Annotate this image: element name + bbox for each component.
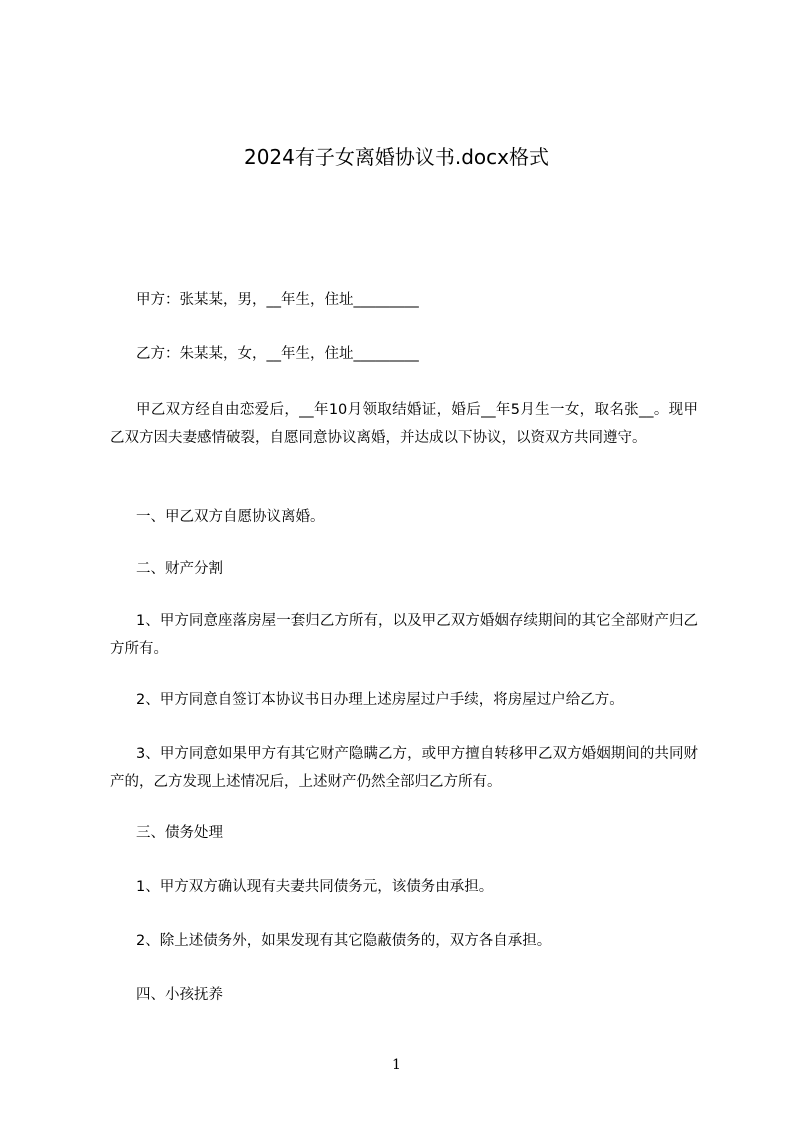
section-4-heading: 四、小孩抚养: [136, 987, 223, 1003]
section-2-item-1: 1、甲方同意座落房屋一套归乙方所有，以及甲乙双方婚姻存续期间的其它全部财产归乙方所有。: [110, 613, 698, 657]
section-1-heading: 一、甲乙双方自愿协议离婚。: [136, 509, 325, 525]
intro-paragraph: 甲乙双方经自由恋爱后，__年10月领取结婚证，婚后__年5月生一女，取名张__。现甲乙双方因夫妻感情破裂，自愿同意协议离婚，并达成以下协议，以资双方共同遵守。: [110, 402, 698, 446]
section-3-item-2: 2、除上述债务外，如果发现有其它隐蔽债务的，双方各自承担。: [136, 933, 552, 949]
section-3-heading: 三、债务处理: [136, 825, 223, 841]
section-2-item-3: 3、甲方同意如果甲方有其它财产隐瞒乙方，或甲方擅自转移甲乙双方婚姻期间的共同财产的，乙方发现上述情况后，上述财产仍然全部归乙方所有。: [110, 746, 698, 790]
document-title: 2024有子女离婚协议书.docx格式: [243, 145, 550, 169]
section-2-item-2: 2、甲方同意自签订本协议书日办理上述房屋过户手续，将房屋过户给乙方。: [136, 692, 624, 708]
section-2-heading: 二、财产分割: [136, 561, 223, 577]
party-a-paragraph: 甲方：张某某，男，__年生，住址_________: [136, 292, 419, 308]
party-b-paragraph: 乙方：朱某某，女，__年生，住址_________: [136, 346, 419, 362]
page-number: 1: [392, 1057, 401, 1073]
section-3-item-1: 1、甲方双方确认现有夫妻共同债务元，该债务由承担。: [136, 879, 494, 895]
